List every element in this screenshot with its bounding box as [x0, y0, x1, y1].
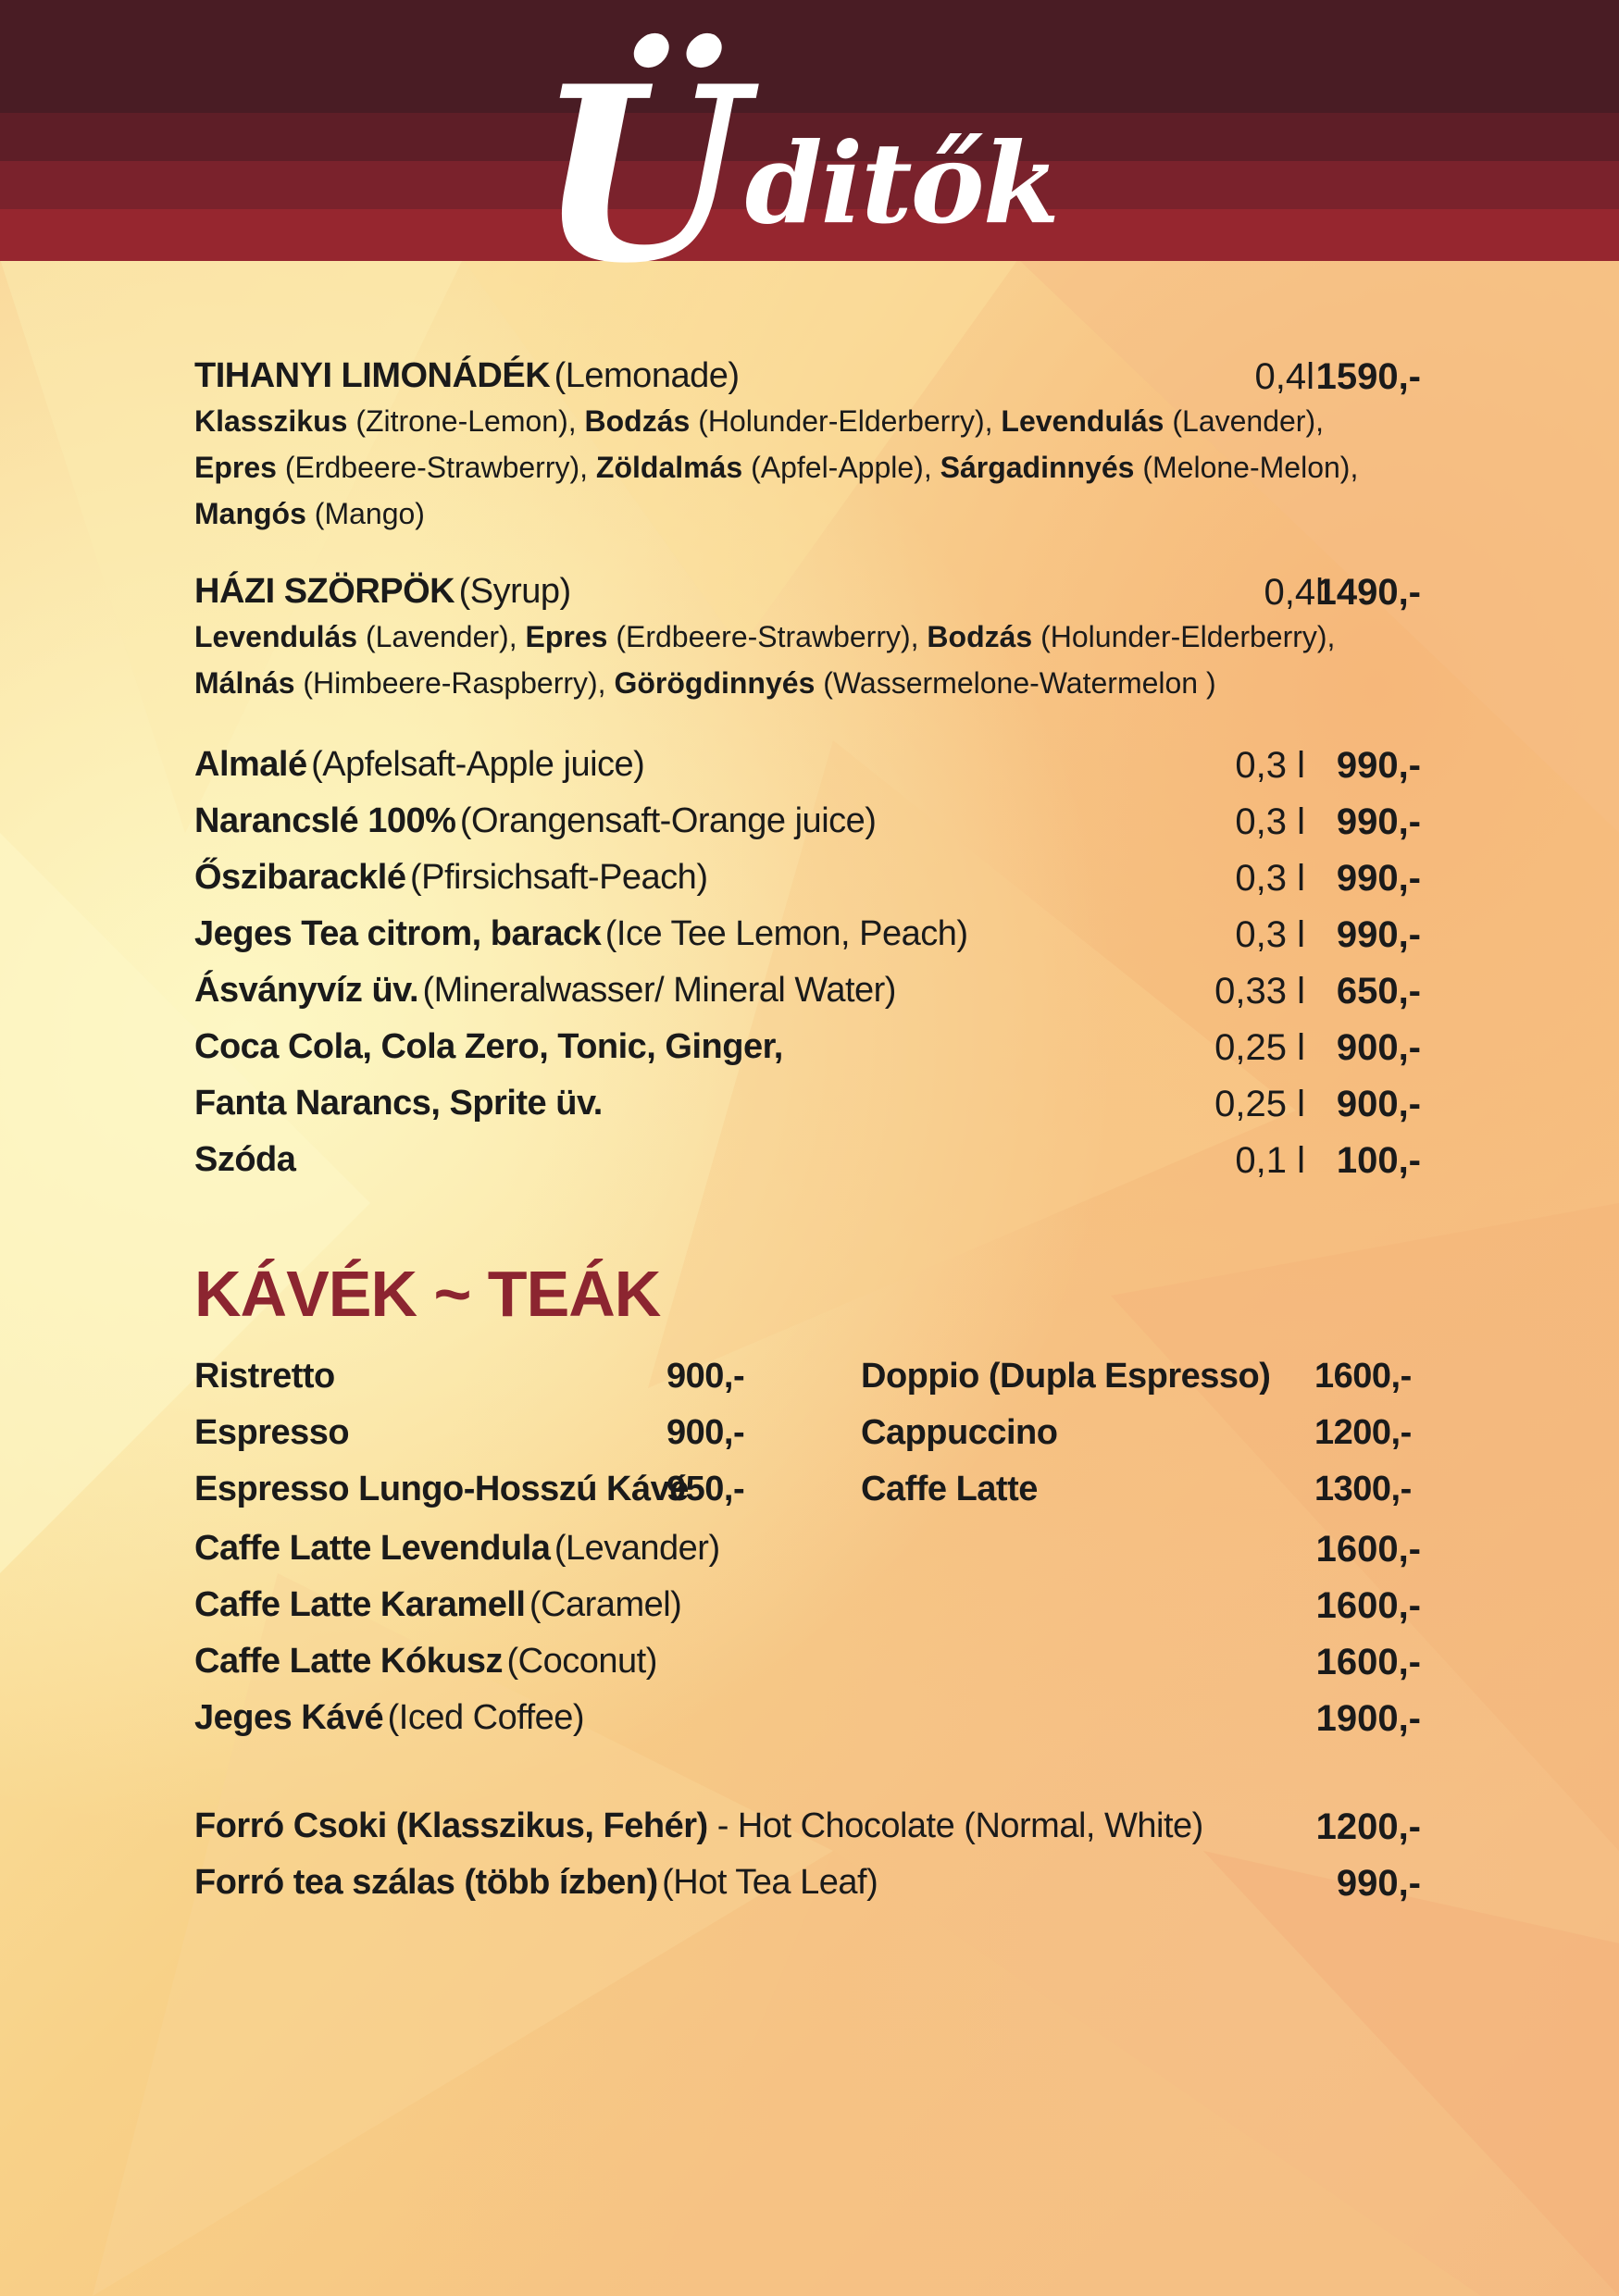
item-translation: (Levander): [554, 1529, 720, 1568]
flavor-name: Bodzás: [927, 620, 1033, 653]
flavor-tr: (Lavender),: [365, 620, 517, 653]
item-price: 900,-: [1336, 1027, 1421, 1068]
item-price: 900,-: [1336, 1084, 1421, 1124]
item-price: 1490,-: [1315, 572, 1421, 613]
item-translation: (Iced Coffee): [387, 1698, 585, 1737]
item-name: Caffe Latte Kókusz: [194, 1642, 504, 1681]
item-translation: (Ice Tee Lemon, Peach): [604, 914, 968, 953]
item-price: 1200,-: [1315, 1806, 1421, 1847]
flavor-name: Bodzás: [584, 404, 691, 438]
flavor-tr: (Holunder-Elderberry),: [698, 404, 993, 438]
coffee-row: [194, 1642, 1421, 1682]
coffee-row: [194, 1585, 1421, 1625]
item-price: 990,-: [1336, 858, 1421, 899]
flavor-tr: (Lavender),: [1172, 404, 1324, 438]
item-name: Coca Cola, Cola Zero, Tonic, Ginger,: [194, 1027, 783, 1066]
flavor-tr: (Mango): [314, 497, 425, 530]
item-price: 990,-: [1336, 745, 1421, 786]
section-heading-coffee-tea: KÁVÉK ~ TEÁK: [194, 1258, 661, 1330]
coffee-price: 950,-: [666, 1470, 745, 1508]
item-price: 1600,-: [1315, 1529, 1421, 1570]
coffee-name: Doppio (Dupla Espresso): [861, 1357, 1271, 1396]
item-price: 1590,-: [1315, 356, 1421, 397]
item-name: Jeges Tea citrom, barack: [194, 914, 602, 953]
drink-row: [194, 858, 1421, 898]
coffee-name: Espresso: [194, 1413, 350, 1452]
drink-row: [194, 801, 1421, 841]
coffee-price: 900,-: [666, 1413, 745, 1452]
item-price: 990,-: [1336, 1863, 1421, 1904]
item-name: Fanta Narancs, Sprite üv.: [194, 1084, 603, 1123]
drink-row: [194, 745, 1421, 785]
item-price: 1600,-: [1315, 1642, 1421, 1682]
item-translation: (Orangensaft-Orange juice): [459, 801, 877, 840]
item-name: TIHANYI LIMONÁDÉK: [194, 356, 551, 395]
item-volume: 0,25 l: [1214, 1027, 1305, 1068]
coffee-price: 1300,-: [1314, 1470, 1412, 1508]
title-initial: Ü: [537, 34, 745, 316]
item-translation: (Mineralwasser/ Mineral Water): [422, 971, 896, 1010]
lemonade-item: [194, 356, 1421, 537]
flavor-name: Epres: [194, 451, 277, 484]
flavor-name: Görögdinnyés: [614, 666, 816, 700]
extra-row: [194, 1806, 1421, 1846]
coffee-price: 900,-: [666, 1357, 745, 1396]
coffee-name: Caffe Latte: [861, 1470, 1038, 1508]
syrup-flavors: [194, 614, 1421, 706]
item-price: 990,-: [1336, 801, 1421, 842]
flavor-name: Málnás: [194, 666, 295, 700]
item-name: Narancslé 100%: [194, 801, 456, 840]
flavor-name: Levendulás: [1001, 404, 1164, 438]
flavor-tr: (Erdbeere-Strawberry),: [284, 451, 589, 484]
item-volume: 0,4l: [1264, 572, 1324, 613]
item-price: 1600,-: [1315, 1585, 1421, 1626]
item-price: 1900,-: [1315, 1698, 1421, 1739]
coffee-name: Cappuccino: [861, 1413, 1058, 1452]
item-volume: 0,3 l: [1235, 914, 1305, 955]
drink-row: [194, 914, 1421, 954]
item-translation: (Caramel): [529, 1585, 682, 1624]
flavor-name: Sárgadinnyés: [940, 451, 1135, 484]
title-rest: ditők: [744, 118, 1058, 249]
item-name: Almalé: [194, 745, 307, 784]
coffee-name: Ristretto: [194, 1357, 335, 1396]
item-volume: 0,3 l: [1235, 801, 1305, 842]
item-price: 990,-: [1336, 914, 1421, 955]
coffee-name: Espresso Lungo-Hosszú Kávé: [194, 1470, 689, 1508]
flavor-name: Epres: [525, 620, 608, 653]
coffee-row: [194, 1698, 1421, 1738]
item-price: 650,-: [1336, 971, 1421, 1011]
item-name: Forró Csoki (Klasszikus, Fehér): [194, 1806, 708, 1845]
page-title: [537, 34, 1058, 316]
item-name: Szóda: [194, 1140, 296, 1179]
drink-row: [194, 1027, 1421, 1067]
item-volume: 0,25 l: [1214, 1084, 1305, 1124]
item-name: Caffe Latte Karamell: [194, 1585, 526, 1624]
flavor-tr: (Apfel-Apple),: [751, 451, 932, 484]
item-price: 100,-: [1336, 1140, 1421, 1181]
flavor-tr: (Holunder-Elderberry),: [1040, 620, 1336, 653]
item-translation: (Syrup): [458, 572, 571, 611]
drink-row: [194, 1140, 1421, 1180]
drink-row: [194, 971, 1421, 1011]
item-volume: 0,3 l: [1235, 858, 1305, 899]
flavor-tr: (Erdbeere-Strawberry),: [616, 620, 919, 653]
drink-row: [194, 1084, 1421, 1123]
coffee-price: 1200,-: [1314, 1413, 1412, 1452]
item-translation: (Hot Tea Leaf): [662, 1863, 878, 1902]
flavor-name: Levendulás: [194, 620, 358, 653]
item-translation: - Hot Chocolate (Normal, White): [707, 1806, 1203, 1845]
flavor-tr: (Melone-Melon),: [1142, 451, 1359, 484]
flavor-tr: (Wassermelone-Watermelon ): [823, 666, 1216, 700]
flavor-tr: (Zitrone-Lemon),: [355, 404, 577, 438]
item-volume: 0,4l: [1254, 356, 1314, 397]
item-translation: (Apfelsaft-Apple juice): [311, 745, 645, 784]
item-translation: (Lemonade): [554, 356, 740, 395]
item-name: Őszibaracklé: [194, 858, 406, 897]
item-name: Forró tea szálas (több ízben): [194, 1863, 658, 1902]
extra-row: [194, 1863, 1421, 1903]
item-volume: 0,3 l: [1235, 745, 1305, 786]
coffee-price: 1600,-: [1314, 1357, 1412, 1396]
item-name: Caffe Latte Levendula: [194, 1529, 551, 1568]
coffee-row: [194, 1529, 1421, 1569]
item-volume: 0,33 l: [1214, 971, 1305, 1011]
flavor-name: Klasszikus: [194, 404, 348, 438]
flavor-name: Zöldalmás: [595, 451, 743, 484]
item-name: HÁZI SZÖRPÖK: [194, 572, 455, 611]
item-translation: (Pfirsichsaft-Peach): [409, 858, 708, 897]
item-volume: 0,1 l: [1235, 1140, 1305, 1181]
item-name: Jeges Kávé: [194, 1698, 384, 1737]
lemonade-flavors: [194, 398, 1421, 537]
syrup-item: [194, 572, 1421, 706]
item-name: Ásványvíz üv.: [194, 971, 419, 1010]
item-translation: (Coconut): [506, 1642, 657, 1681]
flavor-name: Mangós: [194, 497, 306, 530]
flavor-tr: (Himbeere-Raspberry),: [303, 666, 606, 700]
